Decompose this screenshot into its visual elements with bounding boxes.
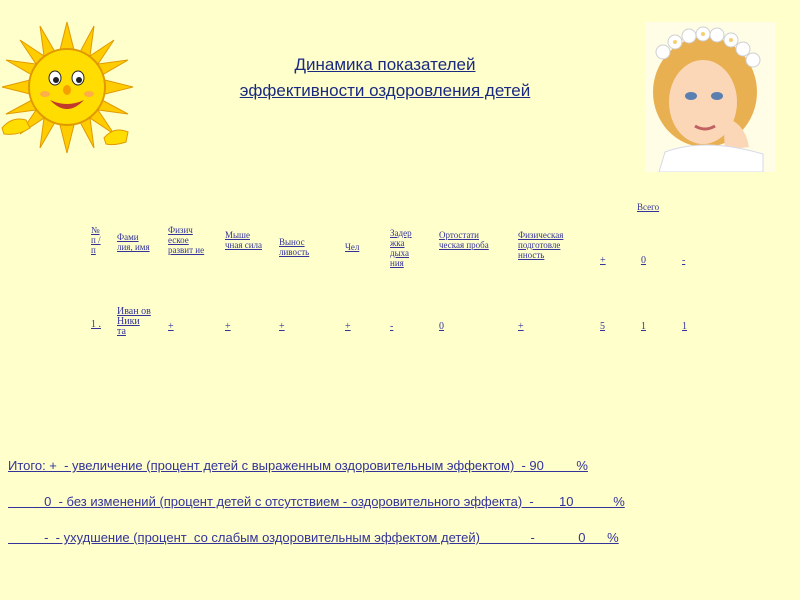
summary-no-change: 0 - без изменений (процент детей с отсутствием - оздоровительного эффекта) - 10 % — [8, 494, 625, 509]
header-breath-hold: Задер жка дыха ния — [390, 228, 412, 268]
sun-illustration — [0, 20, 135, 155]
header-endurance: Вынос ливость — [279, 237, 310, 257]
cell-breath-hold: - — [390, 321, 394, 332]
girl-illustration — [645, 22, 775, 172]
cell-physical-development: + — [168, 321, 174, 332]
page-title — [150, 52, 620, 104]
cell-total-zero: 1 — [641, 321, 646, 332]
header-orthostatic-test: Ортостати ческая проба — [439, 230, 489, 250]
cell-muscle-strength: + — [225, 321, 231, 332]
cell-chel: + — [345, 321, 351, 332]
title-line-2: эффективности оздоровления детей — [239, 81, 531, 100]
cell-physical-preparedness: + — [518, 321, 524, 332]
summary-decrease: - - ухудшение (процент со слабым оздоровительным эффектом детей) - 0 % — [8, 530, 619, 545]
header-physical-development: Физич еское развит ие — [168, 225, 205, 255]
header-zero: 0 — [641, 255, 646, 266]
header-chel: Чел — [345, 242, 360, 252]
header-minus: - — [682, 255, 686, 266]
summary-increase: Итого: + - увеличение (процент детей с выраженным оздоровительным эффектом) - 90 % — [8, 458, 588, 473]
cell-name: Иван ов Ники та — [117, 306, 151, 337]
header-number: № п / п — [91, 225, 101, 255]
header-muscle-strength: Мыше чная сила — [225, 230, 263, 250]
cell-endurance: + — [279, 321, 285, 332]
cell-orthostatic-test: 0 — [439, 321, 444, 332]
group-header-total: Всего — [637, 202, 660, 212]
header-physical-preparedness: Физическая подготовле нность — [518, 230, 564, 260]
header-name: Фами лия, имя — [117, 232, 150, 252]
title-line-1: Динамика показателей — [294, 55, 476, 74]
cell-total-minus: 1 — [682, 321, 687, 332]
cell-total-plus: 5 — [600, 321, 605, 332]
header-plus: + — [600, 255, 606, 266]
cell-number: 1 . — [91, 319, 101, 330]
